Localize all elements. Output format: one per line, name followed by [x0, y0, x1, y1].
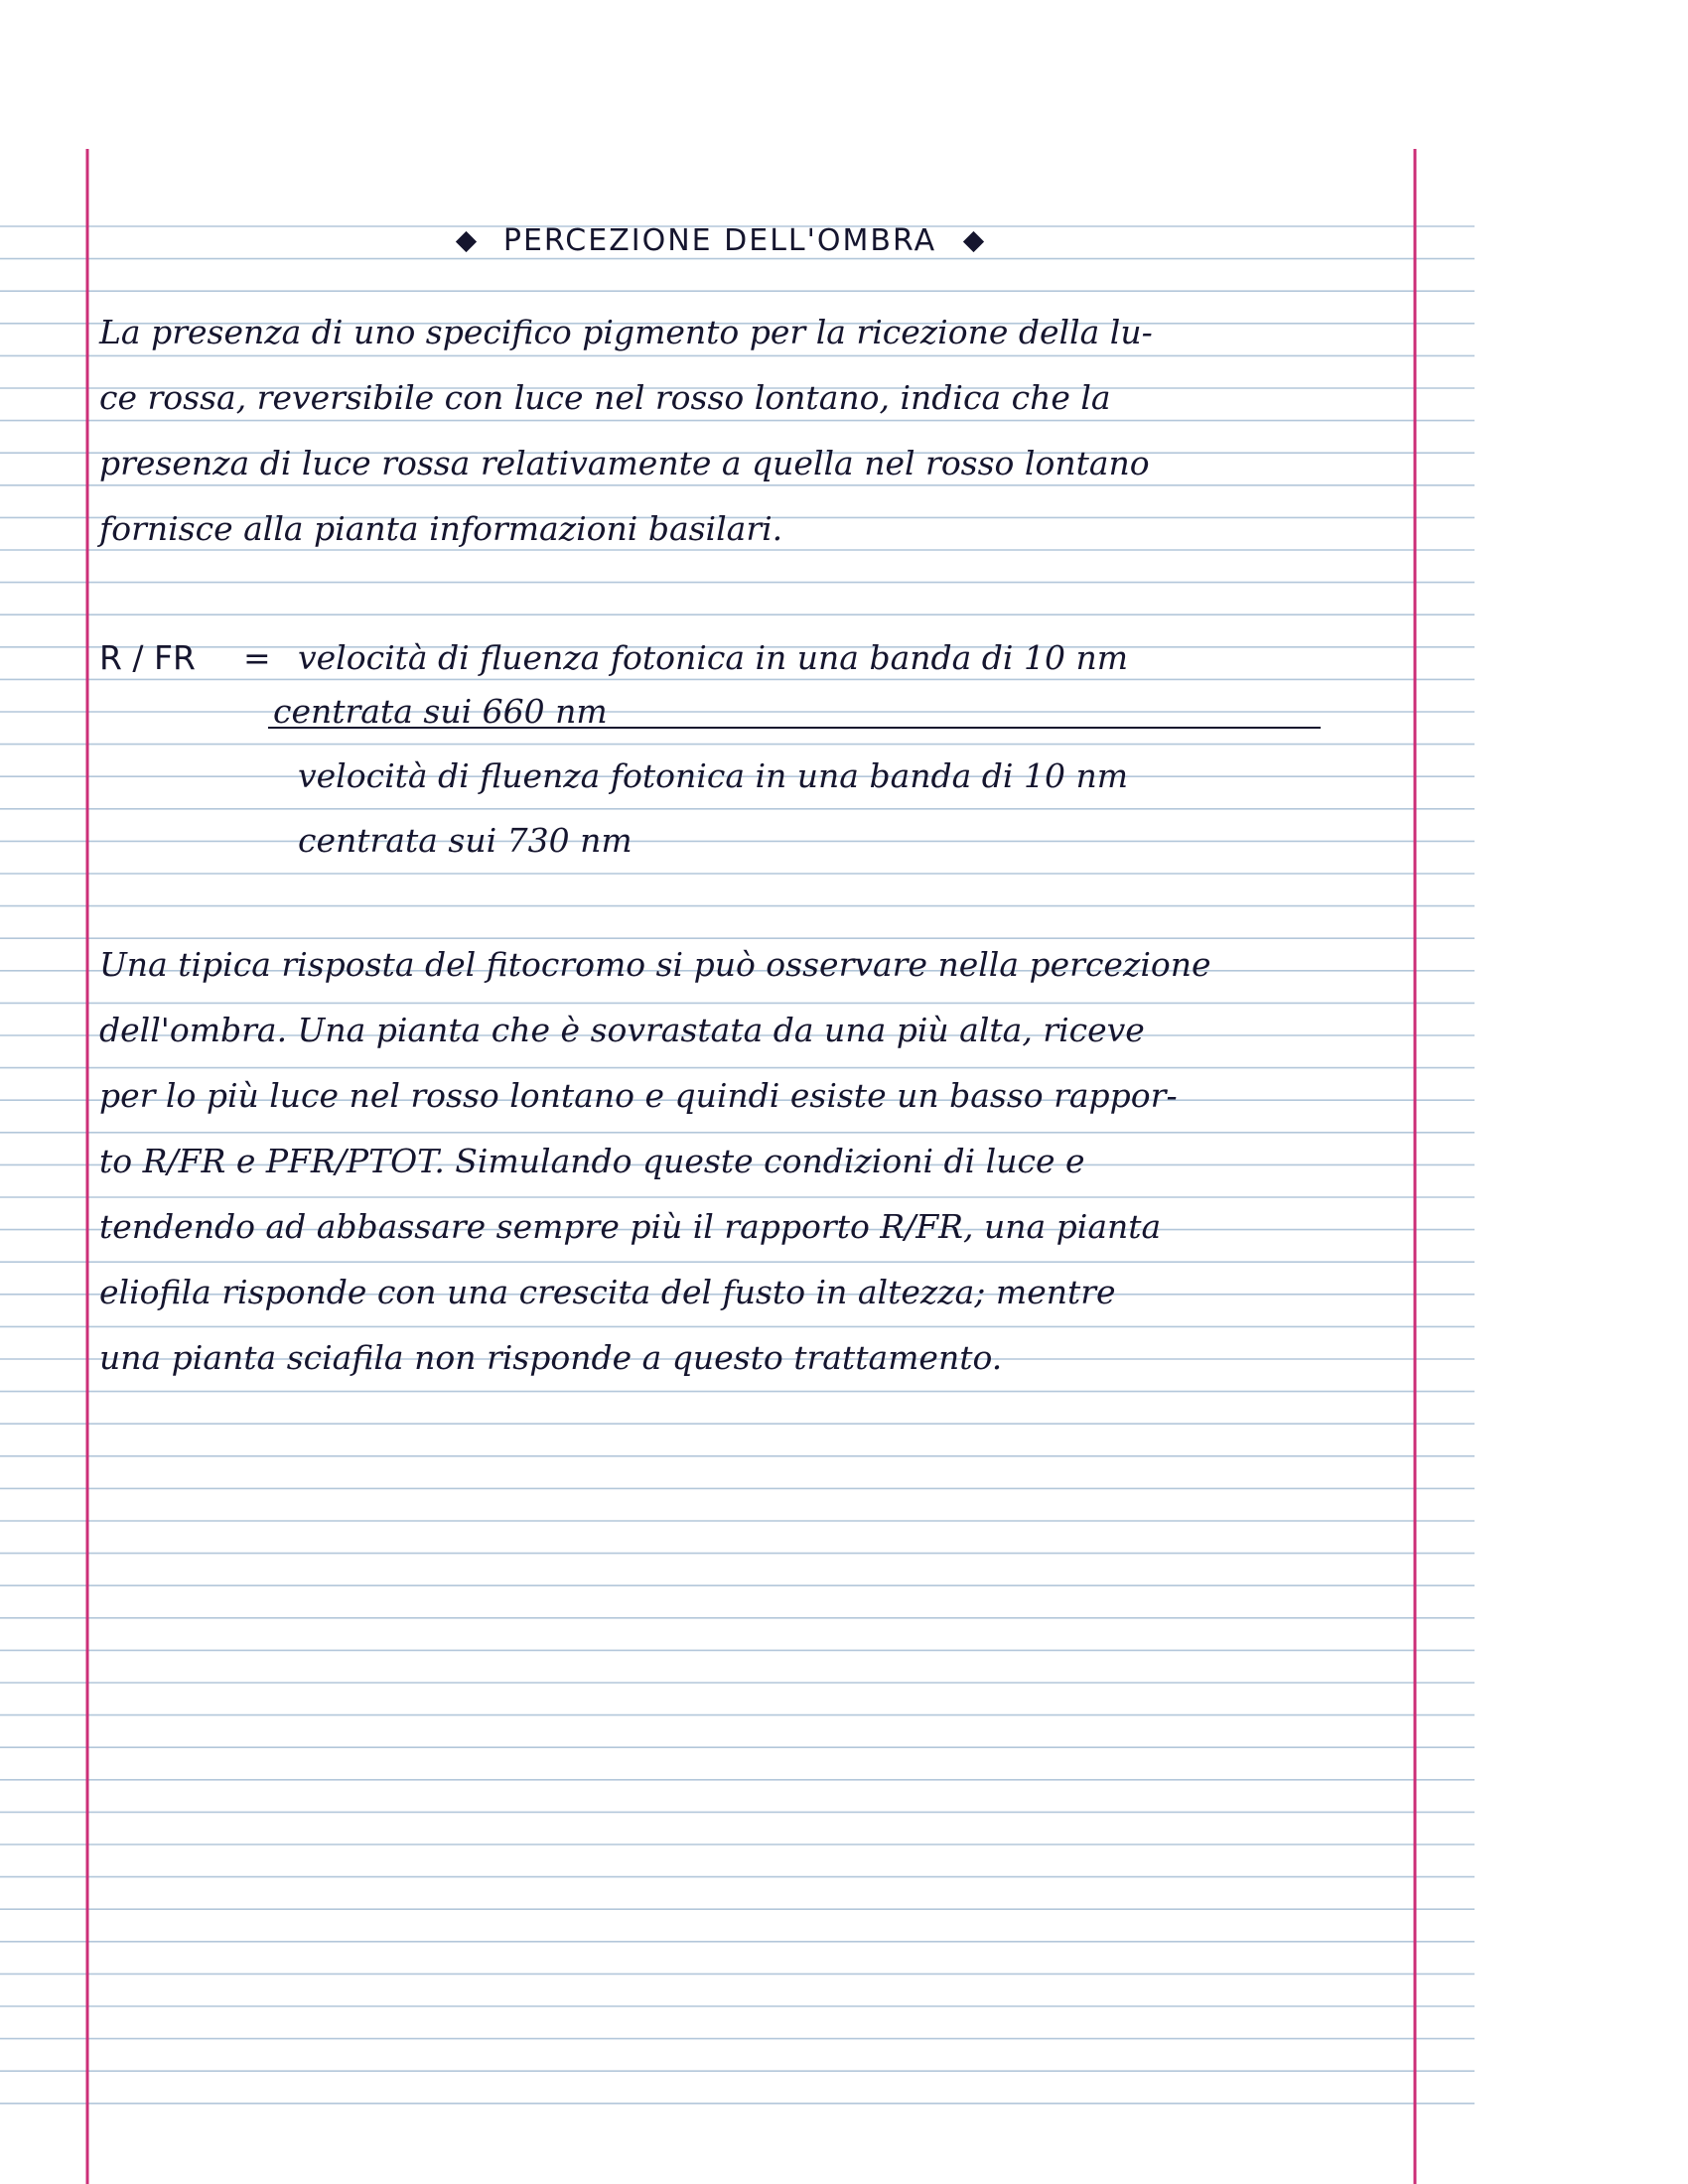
- formula-equals: =: [243, 638, 271, 677]
- diamond-bullet-icon: [456, 231, 477, 252]
- paragraph-1-line: fornisce alla pianta informazioni basilari.: [99, 509, 783, 548]
- diamond-bullet-icon: [963, 231, 984, 252]
- page-title: [0, 223, 1440, 258]
- paragraph-1-line: La presenza di uno specifico pigmento per la ricezione della lu-: [99, 313, 1153, 351]
- formula-lhs: R / FR: [99, 638, 196, 677]
- paragraph-2-line: una pianta sciafila non risponde a questo trattamento.: [99, 1338, 1003, 1377]
- fraction-bar: [268, 727, 1321, 729]
- page-title-text: PERCEZIONE DELL'OMBRA: [502, 223, 937, 258]
- paragraph-1-line: presenza di luce rossa relativamente a quella nel rosso lontano: [99, 444, 1150, 482]
- paragraph-1-line: ce rossa, reversibile con luce nel rosso lontano, indica che la: [99, 378, 1111, 417]
- paragraph-2-line: dell'ombra. Una pianta che è sovrastata da una più alta, riceve: [99, 1011, 1145, 1049]
- paragraph-2-line: eliofila risponde con una crescita del fusto in altezza; mentre: [99, 1273, 1116, 1311]
- formula-numerator-line: velocità di fluenza fotonica in una banda di 10 nm: [298, 638, 1128, 677]
- paragraph-2-line: tendendo ad abbassare sempre più il rapporto R/FR, una pianta: [99, 1207, 1162, 1246]
- paragraph-2-line: to R/FR e PFR/PTOT. Simulando queste condizioni di luce e: [99, 1142, 1085, 1180]
- formula-numerator-line: centrata sui 660 nm: [273, 692, 608, 731]
- paragraph-2-line: per lo più luce nel rosso lontano e quindi esiste un basso rappor-: [99, 1076, 1178, 1115]
- formula-denominator-line: centrata sui 730 nm: [298, 821, 633, 860]
- paragraph-2-line: Una tipica risposta del fitocromo si può osservare nella percezione: [99, 945, 1211, 984]
- formula-denominator-line: velocità di fluenza fotonica in una banda di 10 nm: [298, 756, 1128, 795]
